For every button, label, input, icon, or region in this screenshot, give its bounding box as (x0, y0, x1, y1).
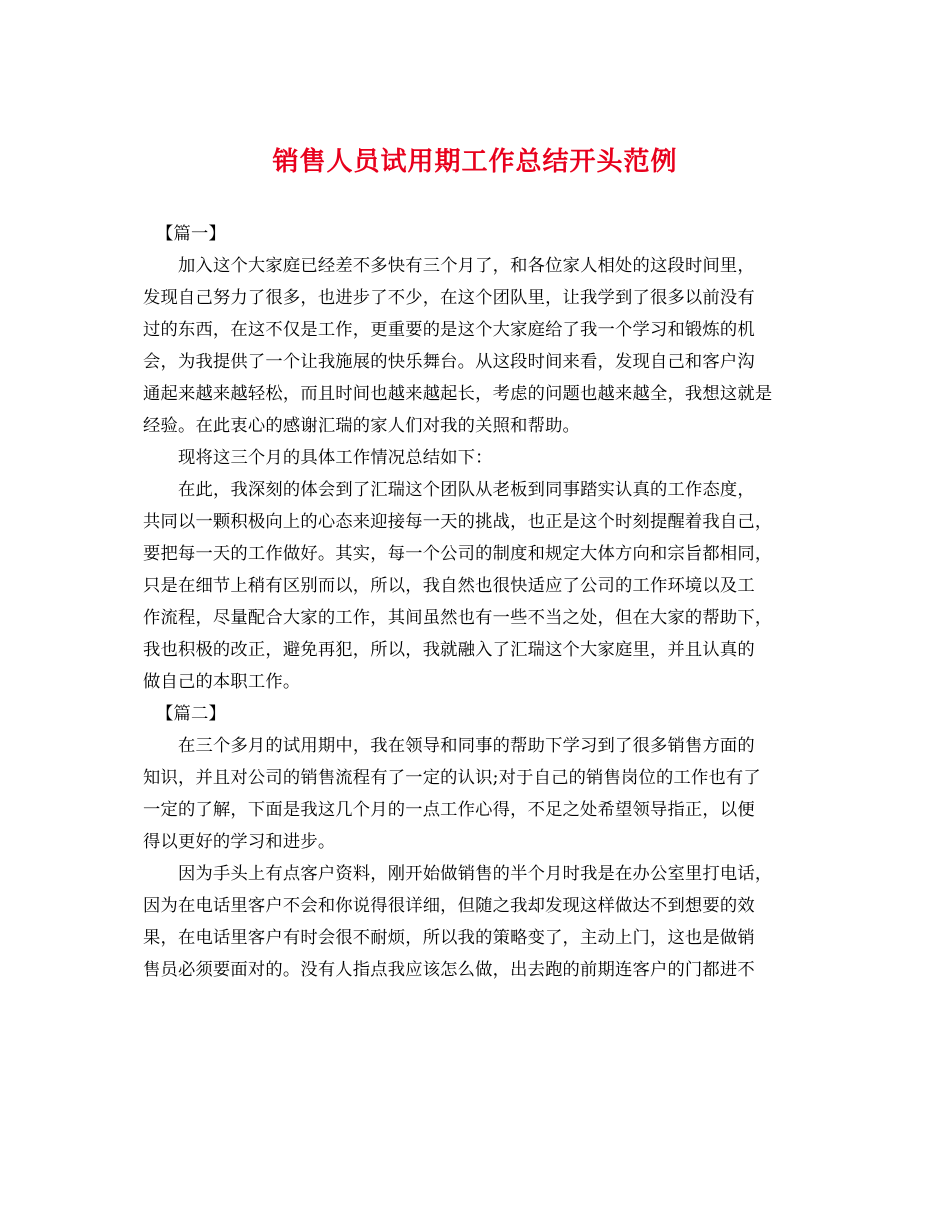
text-line: 作流程，尽量配合大家的工作，其间虽然也有一些不当之处，但在大家的帮助下， (143, 608, 773, 628)
paragraph (143, 858, 809, 986)
section-heading: 【篇一】 (156, 224, 226, 244)
text-line: 在此，我深刻的体会到了汇瑞这个团队从老板到同事踏实认真的工作态度， (178, 480, 755, 500)
text-line: 果，在电话里客户有时会很不耐烦，所以我的策略变了，主动上门，这也是做销 (143, 928, 755, 948)
text-line: 我也积极的改正，避免再犯，所以，我就融入了汇瑞这个大家庭里，并且认真的 (143, 640, 755, 660)
page-title: 销售人员试用期工作总结开头范例 (272, 147, 678, 177)
paragraph (143, 442, 809, 474)
text-line: 加入这个大家庭已经差不多快有三个月了，和各位家人相处的这段时间里， (178, 256, 755, 276)
text-line: 做自己的本职工作。 (143, 672, 301, 692)
text-line: 只是在细节上稍有区别而以，所以，我自然也很快适应了公司的工作环境以及工 (143, 576, 755, 596)
text-line: 售员必须要面对的。没有人指点我应该怎么做，出去跑的前期连客户的门都进不 (143, 960, 755, 980)
text-line: 经验。在此衷心的感谢汇瑞的家人们对我的关照和帮助。 (143, 416, 581, 436)
text-line: 会，为我提供了一个让我施展的快乐舞台。从这段时间来看，发现自己和客户沟 (143, 352, 755, 372)
paragraph (143, 250, 809, 442)
text-line: 过的东西，在这不仅是工作，更重要的是这个大家庭给了我一个学习和锻炼的机 (143, 320, 755, 340)
text-line: 要把每一天的工作做好。其实，每一个公司的制度和规定大体方向和宗旨都相同， (143, 544, 773, 564)
text-line: 知识，并且对公司的销售流程有了一定的认识;对于自己的销售岗位的工作也有了 (143, 768, 761, 788)
paragraph (143, 730, 809, 858)
text-line: 共同以一颗积极向上的心态来迎接每一天的挑战，也正是这个时刻提醒着我自己， (143, 512, 773, 532)
text-line: 一定的了解，下面是我这几个月的一点工作心得，不足之处希望领导指正，以便 (143, 800, 755, 820)
text-line: 现将这三个月的具体工作情况总结如下： (178, 448, 493, 468)
text-line: 发现自己努力了很多，也进步了不少，在这个团队里，让我学到了很多以前没有 (143, 288, 755, 308)
text-line: 因为手头上有点客户资料，刚开始做销售的半个月时我是在办公室里打电话， (178, 864, 773, 884)
text-line: 在三个多月的试用期中，我在领导和同事的帮助下学习到了很多销售方面的 (178, 736, 755, 756)
text-line: 得以更好的学习和进步。 (143, 832, 336, 852)
section-heading: 【篇二】 (156, 704, 226, 724)
text-line: 通起来越来越轻松，而且时间也越来越起长，考虑的问题也越来越全，我想这就是 (143, 384, 773, 404)
paragraph (143, 474, 809, 698)
document-body (143, 218, 809, 986)
text-line: 因为在电话里客户不会和你说得很详细，但随之我却发现这样做达不到想要的效 (143, 896, 755, 916)
